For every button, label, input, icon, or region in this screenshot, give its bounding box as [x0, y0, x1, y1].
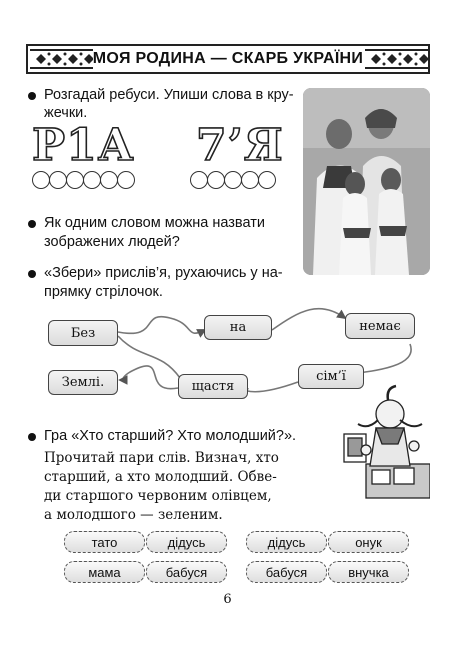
- page-title: МОЯ РОДИНА — СКАРБ УКРАЇНИ: [92, 50, 364, 67]
- word-didus-1[interactable]: дідусь: [146, 531, 227, 553]
- word-box-nemaie[interactable]: немає: [345, 313, 415, 339]
- rebus-7ia: 7’Я: [196, 120, 284, 171]
- word-box-zemli[interactable]: Землі.: [48, 370, 118, 395]
- bullet-task4: [28, 433, 36, 441]
- task2-line1: Як одним словом можна назвати: [44, 215, 265, 231]
- word-tato[interactable]: тато: [64, 531, 145, 553]
- word-babusia-2[interactable]: бабуся: [246, 561, 327, 583]
- word-box-na[interactable]: на: [204, 315, 272, 340]
- word-box-bez[interactable]: Без: [48, 320, 118, 346]
- task3-line2: прямку стрілочок.: [44, 284, 163, 300]
- word-babusia-1[interactable]: бабуся: [146, 561, 227, 583]
- cossack-illustration: [338, 384, 430, 502]
- word-mama[interactable]: мама: [64, 561, 145, 583]
- word-vnuchka[interactable]: внучка: [328, 561, 409, 583]
- task4-line4: а молодшого — зеленим.: [44, 507, 223, 523]
- task1-line2: жечки.: [44, 105, 88, 121]
- word-box-shchastia[interactable]: щастя: [178, 374, 248, 399]
- task2-line2: зображених людей?: [44, 234, 180, 250]
- task1-line1: Розгадай ребуси. Упиши слова в кру-: [44, 87, 294, 103]
- task4-line3: ди старшого червоним олівцем,: [44, 488, 272, 504]
- task4-heading: Гра «Хто старший? Хто молодший?».: [44, 428, 297, 444]
- task3-line1: «Збери» прислів’я, рухаючись у на-: [44, 265, 283, 281]
- task4-line2: старший, а хто молодший. Обве-: [44, 469, 277, 485]
- page-number: 6: [223, 592, 232, 607]
- word-box-simi[interactable]: сім’ї: [298, 364, 364, 389]
- task4-line1: Прочитай пари слів. Визнач, хто: [44, 450, 279, 466]
- word-didus-2[interactable]: дідусь: [246, 531, 327, 553]
- rebus-ria: Р1А: [32, 120, 135, 171]
- word-onuk[interactable]: онук: [328, 531, 409, 553]
